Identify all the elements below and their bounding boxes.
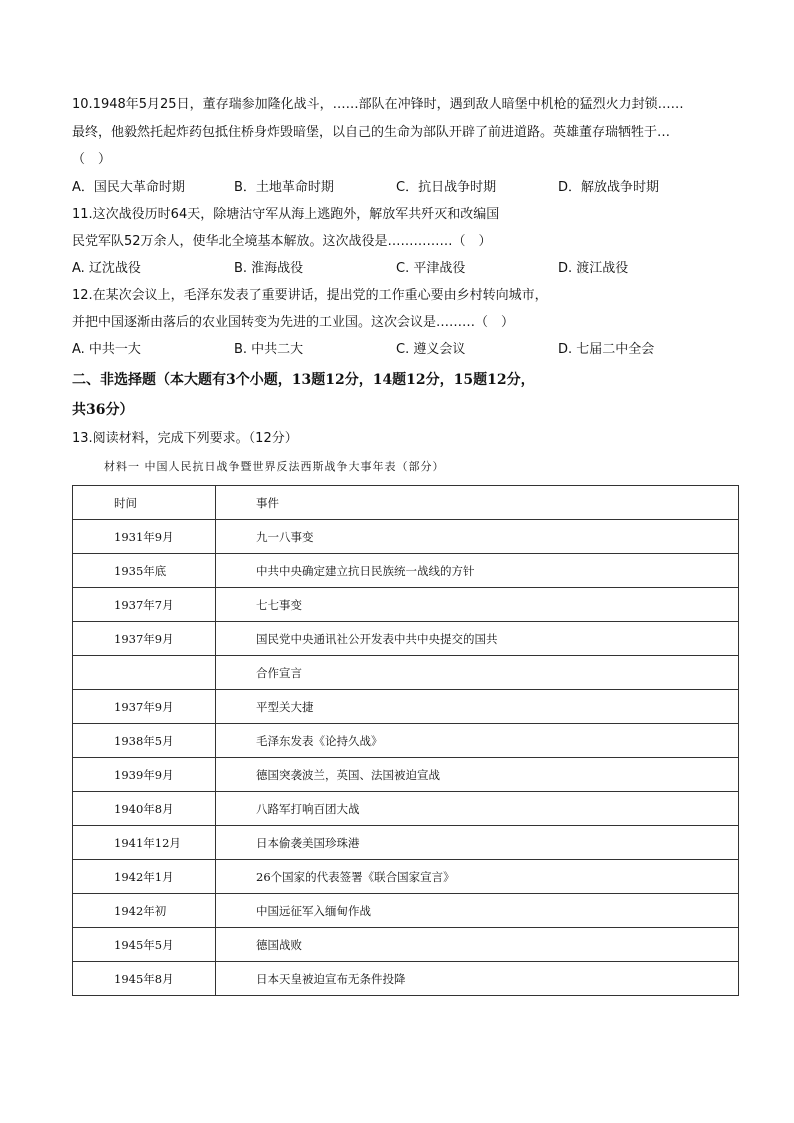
- table-row: [73, 826, 739, 860]
- table-row: [73, 520, 739, 554]
- q10-line-1: 10.1948年5月25日，董存瑞参加隆化战斗，……部队在冲锋时，遇到敌人暗堡中机枪的猛烈火力封锁……: [72, 97, 684, 112]
- cell-time: 1940年8月: [73, 792, 216, 826]
- q10-option-c[interactable]: C．抗日战争时期: [396, 180, 497, 195]
- cell-time: 1937年9月: [73, 622, 216, 656]
- section-2-heading-line-2: 共36分）: [72, 402, 134, 418]
- table-row: [73, 894, 739, 928]
- cell-event: 德国突袭波兰，英国、法国被迫宣战: [216, 758, 739, 792]
- q12-option-b[interactable]: B. 中共二大: [234, 342, 304, 357]
- section-2-heading-line-1: 二、非选择题（本大题有3个小题，13题12分，14题12分，15题12分，: [72, 372, 535, 388]
- q11-options: [72, 260, 732, 278]
- table-row: [73, 622, 739, 656]
- table-row: [73, 758, 739, 792]
- cell-event: 毛泽东发表《论持久战》: [216, 724, 739, 758]
- cell-time: 1945年8月: [73, 962, 216, 996]
- table-row: [73, 928, 739, 962]
- material-caption: 材料一 中国人民抗日战争暨世界反法西斯战争大事年表（部分）: [104, 460, 445, 473]
- q12-line-1: 12.在某次会议上，毛泽东发表了重要讲话，提出党的工作重心要由乡村转向城市，: [72, 288, 548, 303]
- q11-option-d[interactable]: D. 渡江战役: [558, 261, 629, 276]
- q12-options: [72, 341, 732, 359]
- cell-event: 国民党中央通讯社公开发表中共中央提交的国共: [216, 622, 739, 656]
- cell-time: 1935年底: [73, 554, 216, 588]
- q11-option-a[interactable]: A. 辽沈战役: [72, 261, 141, 276]
- table-row: [73, 656, 739, 690]
- cell-event: 中共中央确定建立抗日民族统一战线的方针: [216, 554, 739, 588]
- cell-event: 八路军打响百团大战: [216, 792, 739, 826]
- cell-time: 1941年12月: [73, 826, 216, 860]
- q10-option-d[interactable]: D．解放战争时期: [558, 180, 660, 195]
- cell-event: 德国战败: [216, 928, 739, 962]
- cell-event: 七七事变: [216, 588, 739, 622]
- header-event: 事件: [216, 486, 739, 520]
- q10-option-b[interactable]: B．土地革命时期: [234, 180, 334, 195]
- cell-event: 九一八事变: [216, 520, 739, 554]
- cell-time: 1939年9月: [73, 758, 216, 792]
- q10-line-3: （ ）: [72, 152, 112, 167]
- cell-time: 1938年5月: [73, 724, 216, 758]
- cell-time: 1937年9月: [73, 690, 216, 724]
- q12-option-a[interactable]: A. 中共一大: [72, 342, 141, 357]
- cell-time: 1942年初: [73, 894, 216, 928]
- table-row: [73, 588, 739, 622]
- table-header-row: [73, 486, 739, 520]
- table-row: [73, 860, 739, 894]
- q11-option-c[interactable]: C. 平津战役: [396, 261, 466, 276]
- cell-event: 中国远征军入缅甸作战: [216, 894, 739, 928]
- q10-option-a[interactable]: A．国民大革命时期: [72, 180, 185, 195]
- table-row: [73, 962, 739, 996]
- table-row: [73, 690, 739, 724]
- q11-line-2: 民党军队52万余人，使华北全境基本解放。这次战役是……………（ ）: [72, 234, 492, 249]
- q12-line-2: 并把中国逐渐由落后的农业国转变为先进的工业国。这次会议是………（ ）: [72, 315, 515, 330]
- cell-event: 日本天皇被迫宣布无条件投降: [216, 962, 739, 996]
- cell-event: 26个国家的代表签署《联合国家宣言》: [216, 860, 739, 894]
- cell-time: 1942年1月: [73, 860, 216, 894]
- table-row: [73, 554, 739, 588]
- q12-option-c[interactable]: C. 遵义会议: [396, 342, 466, 357]
- cell-time: 1937年7月: [73, 588, 216, 622]
- cell-event: 合作宣言: [216, 656, 739, 690]
- table-row: [73, 792, 739, 826]
- header-time: 时间: [73, 486, 216, 520]
- q10-line-2: 最终，他毅然托起炸药包抵住桥身炸毁暗堡，以自己的生命为部队开辟了前进道路。英雄董存瑞牺牲于…: [72, 125, 671, 140]
- q13-prompt: 13.阅读材料，完成下列要求。（12分）: [72, 431, 298, 446]
- cell-event: 平型关大捷: [216, 690, 739, 724]
- q11-option-b[interactable]: B. 淮海战役: [234, 261, 304, 276]
- q10-options: [72, 179, 732, 197]
- q12-option-d[interactable]: D. 七届二中全会: [558, 342, 655, 357]
- table-row: [73, 724, 739, 758]
- q11-line-1: 11.这次战役历时64天，除塘沽守军从海上逃跑外，解放军共歼灭和改编国: [72, 207, 500, 222]
- cell-time: 1945年5月: [73, 928, 216, 962]
- cell-event: 日本偷袭美国珍珠港: [216, 826, 739, 860]
- cell-time: 1931年9月: [73, 520, 216, 554]
- events-table: [72, 485, 739, 996]
- cell-time: [73, 656, 216, 690]
